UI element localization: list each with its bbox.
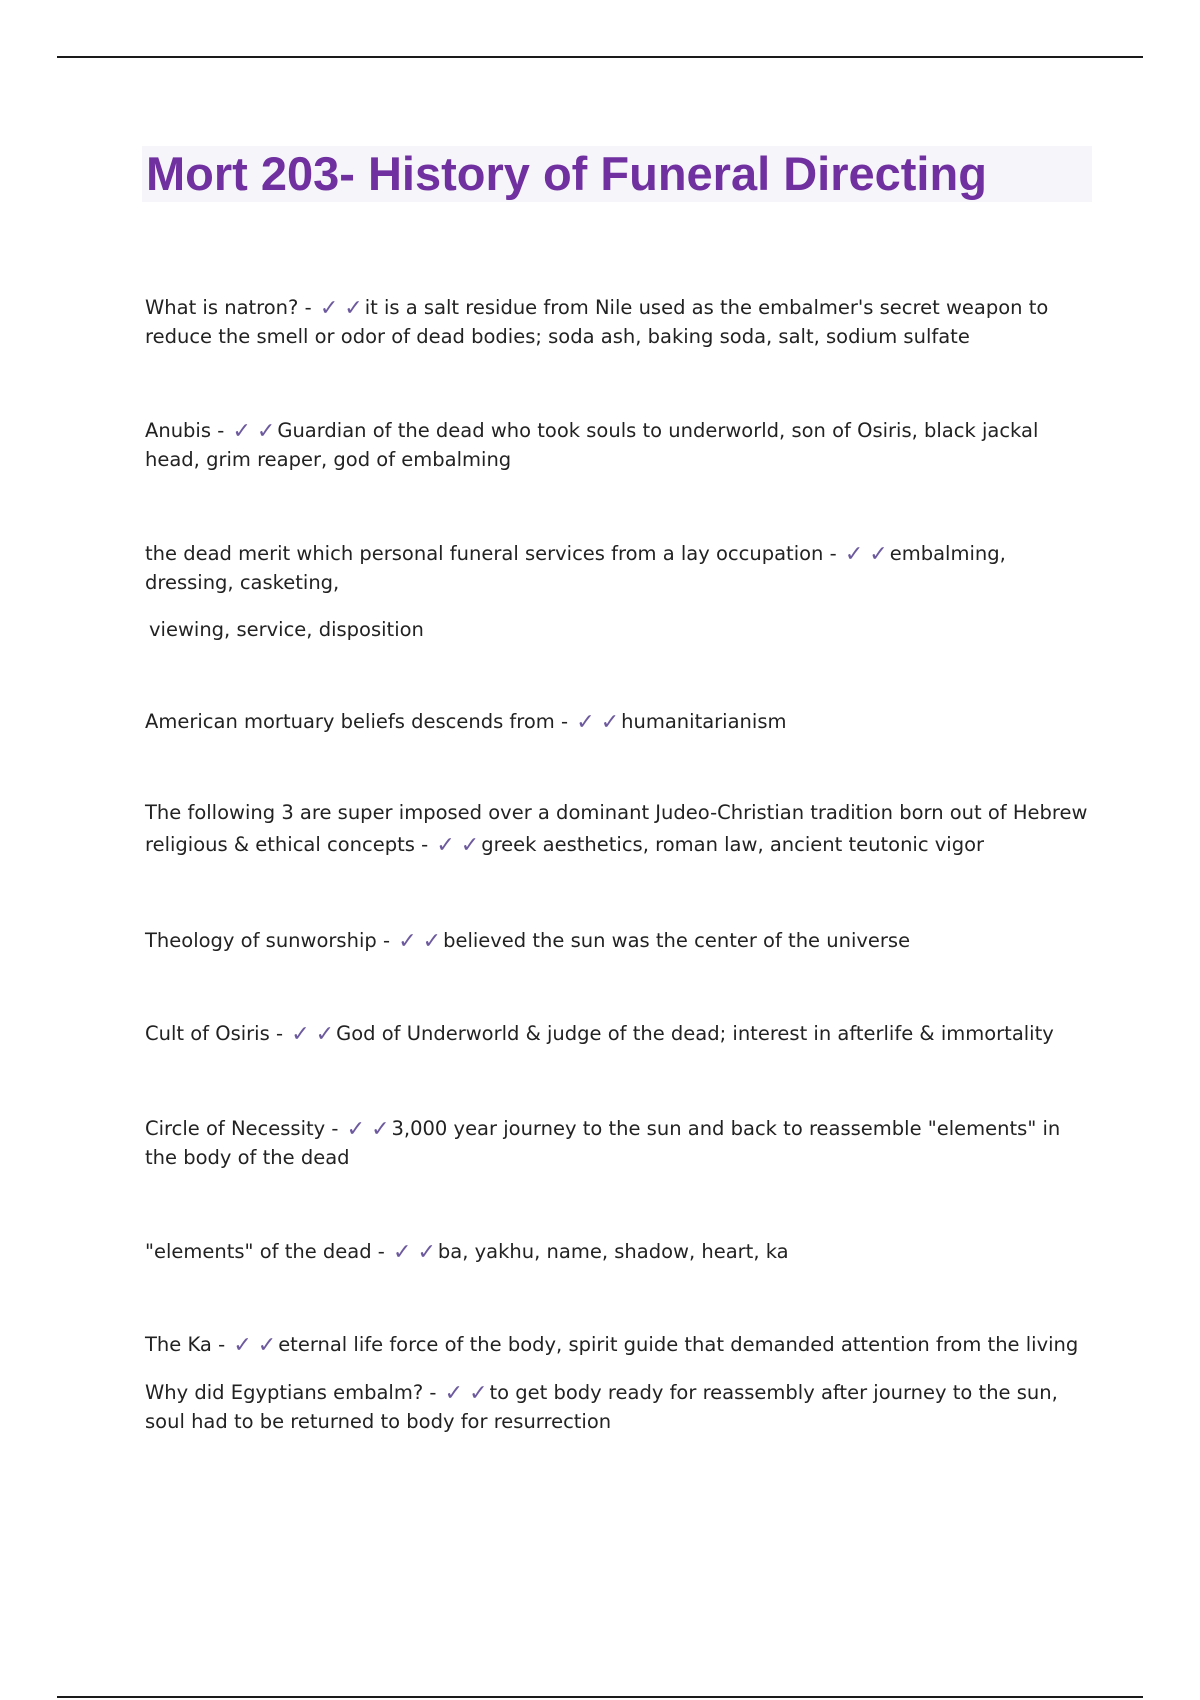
answer-text: God of Underworld & judge of the dead; interest in afterlife & immortality (336, 1022, 1054, 1045)
checkmark-icon: ✓ (417, 1240, 436, 1265)
page-title: Mort 203- History of Funeral Directing (146, 147, 987, 200)
question-text: What is natron? (145, 296, 299, 319)
top-rule (57, 56, 1143, 58)
separator: - (823, 542, 843, 565)
question-text: Cult of Osiris (145, 1022, 270, 1045)
separator: - (211, 419, 231, 442)
qa-item-elements (145, 1237, 1095, 1266)
separator: - (371, 1240, 392, 1263)
checkmark-icon: ✓ (315, 1022, 335, 1047)
qa-item-why-embalm (145, 1378, 1095, 1436)
qa-item-three-traditions (145, 797, 1095, 861)
qa-item-circle-of-necessity (145, 1114, 1095, 1172)
question-text: American mortuary beliefs descends from (145, 710, 555, 733)
answer-text: humanitarianism (621, 710, 787, 733)
checkmark-icon: ✓ (460, 833, 480, 858)
checkmark-icon: ✓ (869, 542, 888, 567)
checkmark-icon: ✓ (256, 419, 276, 444)
checkmark-icon: ✓ (576, 710, 595, 735)
separator: - (554, 710, 575, 733)
bottom-rule (57, 1696, 1143, 1698)
checkmark-icon: ✓ (346, 1117, 366, 1142)
separator: - (298, 296, 318, 319)
checkmark-icon: ✓ (319, 296, 339, 321)
separator: - (211, 1333, 232, 1356)
question-text: Circle of Necessity (145, 1117, 326, 1140)
checkmark-icon: ✓ (232, 419, 251, 444)
qa-item-anubis (145, 416, 1095, 474)
question-text: The Ka (145, 1333, 212, 1356)
answer-text: it is a salt residue from Nile used as the embalmer's secret weapon to reduce the smell or odor of dead bodies; soda ash, baking soda, salt, sodium sulfate (145, 296, 1049, 348)
question-text: The following 3 are super imposed over a dominant Judeo-Christian tradition born out of Hebrew religious & ethical concepts (145, 801, 1088, 856)
checkmark-icon: ✓ (844, 542, 864, 567)
answer-text: 3,000 year journey to the sun and back to reassemble "elements" in the body of the dead (145, 1117, 1061, 1169)
checkmark-icon: ✓ (344, 296, 363, 321)
separator: - (423, 1381, 443, 1404)
answer-text: ba, yakhu, name, shadow, heart, ka (437, 1240, 789, 1263)
checkmark-icon: ✓ (436, 833, 455, 858)
checkmark-icon: ✓ (444, 1381, 464, 1406)
checkmark-icon: ✓ (371, 1117, 390, 1142)
separator: - (325, 1117, 345, 1140)
answer-text: believed the sun was the center of the universe (443, 929, 911, 952)
separator: - (269, 1022, 290, 1045)
answer-text: Guardian of the dead who took souls to underworld, son of Osiris, black jackal head, grim reaper, god of embalming (145, 419, 1039, 471)
qa-item-the-ka (145, 1330, 1095, 1359)
checkmark-icon: ✓ (393, 1240, 412, 1265)
qa-item-american-beliefs (145, 707, 1095, 736)
separator: - (414, 833, 435, 856)
answer-continuation: viewing, service, disposition (149, 618, 424, 641)
question-text: Theology of sunworship (145, 929, 377, 952)
answer-text: embalming, dressing, casketing, (145, 542, 1006, 594)
qa-item-natron (145, 293, 1095, 351)
checkmark-icon: ✓ (398, 929, 417, 954)
checkmark-icon: ✓ (469, 1381, 488, 1406)
checkmark-icon: ✓ (257, 1333, 277, 1358)
answer-text: to get body ready for reassembly after journey to the sun, soul had to be returned to body for resurrection (145, 1381, 1058, 1433)
separator: - (376, 929, 397, 952)
checkmark-icon: ✓ (600, 710, 620, 735)
qa-item-cult-of-osiris (145, 1019, 1095, 1048)
answer-text: eternal life force of the body, spirit guide that demanded attention from the living (278, 1333, 1079, 1356)
question-text: the dead merit which personal funeral services from a lay occupation (145, 542, 824, 565)
question-text: "elements" of the dead (145, 1240, 372, 1263)
checkmark-icon: ✓ (291, 1022, 310, 1047)
question-text: Anubis (145, 419, 212, 442)
qa-item-sunworship (145, 926, 1095, 955)
answer-text: greek aesthetics, roman law, ancient teutonic vigor (481, 833, 985, 856)
question-text: Why did Egyptians embalm? (145, 1381, 424, 1404)
checkmark-icon: ✓ (422, 929, 442, 954)
qa-item-dead-merit (145, 539, 1095, 597)
checkmark-icon: ✓ (233, 1333, 252, 1358)
